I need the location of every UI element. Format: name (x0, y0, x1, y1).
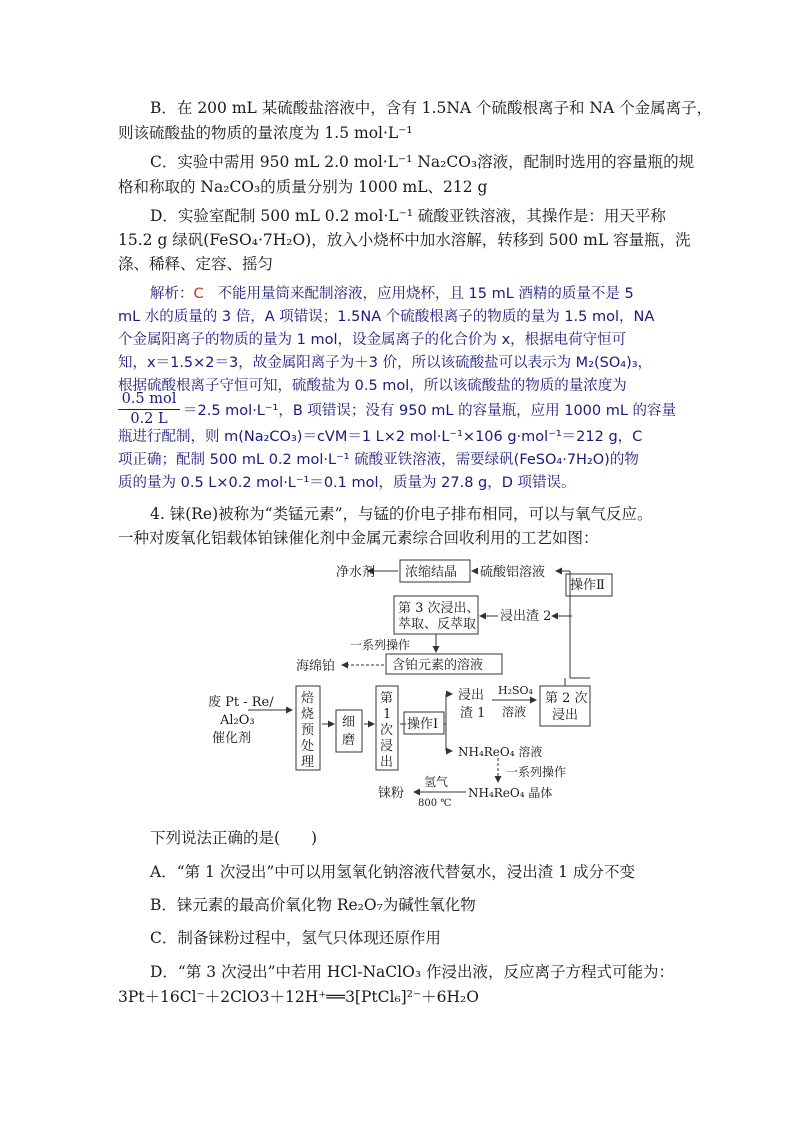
analysis-line6: ＝2.5 mol·L⁻¹，B 项错误；没有 950 mL 的容量瓶，应用 1000 mL 的容量 (183, 403, 677, 419)
analysis-line2: mL 水的质量的 3 倍，A 项错误；1.5NA 个硫酸根离子的物质的量为 1.5 mol，NA (118, 309, 655, 325)
first-leach-char-3: 次 (380, 723, 394, 738)
second-leach-label-1: 第 2 次 (545, 691, 588, 706)
question4-option-b: B．铼元素的最高价氧化物 Re₂O₇为碱性氧化物 (150, 896, 476, 914)
question4-ask: 下列说法正确的是( ) (150, 829, 318, 847)
residue1-label-2: 渣 1 (460, 706, 486, 721)
al-sulfate-label: 硫酸铝溶液 (480, 565, 546, 580)
option-c-line2: 格和称取的 Na₂CO₃的质量分别为 1000 mL、212 g (118, 178, 488, 196)
series-ops-label-1: 一系列操作 (350, 638, 411, 652)
solution-label: 溶液 (502, 705, 527, 719)
analysis-line4: 知，x＝1.5×2＝3，故金属阳离子为＋3 价，所以该硫酸盐可以表示为 M₂(SO₄)₃， (118, 355, 653, 371)
grind-char-1: 细 (342, 715, 356, 730)
series-ops-label-2: 一系列操作 (506, 765, 567, 779)
question4-option-d-line2: 3Pt＋16Cl⁻＋2ClO3＋12H⁺══3[PtCl₆]²⁻＋6H₂O (118, 988, 479, 1006)
feed-label-2: Al₂O₃ (220, 713, 255, 728)
first-leach-char-4: 浸 (380, 739, 394, 754)
roast-char-1: 焙 (301, 691, 315, 706)
analysis-line9: 质的量为 0.5 L×0.2 mol·L⁻¹＝0.1 mol，质量为 27.8 g，D 项错误。 (118, 475, 576, 491)
residue1-label-1: 浸出 (458, 688, 485, 703)
residue2-label: 浸出渣 2 (500, 609, 552, 624)
analysis-line3: 个金属阳离子的物质的量为 1 mol，设金属离子的化合价为 x，根据电荷守恒可 (118, 332, 627, 348)
second-leach-label-2: 浸出 (552, 708, 579, 723)
roast-char-3: 预 (301, 723, 315, 738)
question4-option-c: C．制备铼粉过程中，氢气只体现还原作用 (150, 929, 441, 947)
first-leach-char-2: 1 (383, 707, 392, 722)
analysis-line1 (150, 282, 634, 306)
analysis-text1: 不能用量筒来配制溶液，应用烧杯，且 15 mL 酒精的质量不是 5 (217, 286, 634, 302)
first-leach-char-5: 出 (380, 755, 394, 770)
analysis-line8: 项正确；配制 500 mL 0.2 mol·L⁻¹ 硫酸亚铁溶液，需要绿矾(FeSO₄·7H₂O)的物 (118, 452, 639, 468)
question4-stem-line1: 4. 铼(Re)被称为“类锰元素”，与锰的价电子排布相同，可以与氧气反应。 (150, 505, 653, 523)
re-powder-label: 铼粉 (378, 786, 405, 801)
option-d-line3: 涤、稀释、定容、摇匀 (118, 255, 274, 273)
hydrogen-label: 氢气 (424, 775, 449, 789)
option-c-line1: C．实验中需用 950 mL 2.0 mol·L⁻¹ Na₂CO₃溶液，配制时选用的容量瓶的规 (150, 153, 695, 171)
concentrate-label: 浓缩结晶 (405, 565, 458, 580)
sponge-pt-label: 海绵铂 (296, 659, 336, 674)
analysis-line5: 根据硫酸根离子守恒可知，硫酸盐为 0.5 mol，所以该硫酸盐的物质的量浓度为 (118, 378, 627, 394)
option-d-line2: 15.2 g 绿矾(FeSO₄·7H₂O)，放入小烧杯中加水溶解，转移到 500 mL 容量瓶，洗 (118, 231, 691, 249)
roast-char-5: 理 (301, 755, 315, 770)
fraction-denominator: 0.2 L (118, 409, 180, 429)
process-flowchart (200, 556, 640, 806)
pt-solution-label: 含铂元素的溶液 (392, 658, 484, 673)
feed-label-3: 催化剂 (212, 731, 252, 746)
third-leach-label-1: 第 3 次浸出、 (398, 601, 480, 616)
first-leach-char-1: 第 (380, 691, 394, 706)
roast-char-2: 烧 (301, 707, 315, 722)
option-d-line1: D．实验室配制 500 mL 0.2 mol·L⁻¹ 硫酸亚铁溶液，其操作是：用天平称 (150, 207, 666, 225)
question4-option-a: A．“第 1 次浸出”中可以用氢氧化钠溶液代替氨水，浸出渣 1 成分不变 (150, 863, 635, 881)
answer-letter: C (193, 286, 204, 302)
h2so4-label: H₂SO₄ (498, 684, 533, 697)
question4-stem-line2: 一种对废氧化铝载体铂铼催化剂中金属元素综合回收利用的工艺如图： (118, 529, 599, 547)
water-purifier-label: 净水剂 (336, 565, 376, 580)
option-b-line2: 则该硫酸盐的物质的量浓度为 1.5 mol·L⁻¹ (118, 124, 413, 142)
analysis-line7: 瓶进行配制，则 m(Na₂CO₃)＝cVM＝1 L×2 mol·L⁻¹×106 g·mol⁻¹＝212 g，C (118, 429, 643, 445)
concentration-fraction (118, 390, 180, 429)
nh4reo4-crystal-label: NH₄ReO₄ 晶体 (468, 786, 553, 800)
question4-option-d-line1: D．“第 3 次浸出”中若用 HCl-NaClO₃ 作浸出液，反应离子方程式可能为： (150, 963, 674, 981)
option-b-line1: B．在 200 mL 某硫酸盐溶液中，含有 1.5NA 个硫酸根离子和 NA 个金属离子， (150, 99, 713, 117)
fraction-numerator: 0.5 mol (121, 391, 177, 407)
third-leach-label-2: 萃取、反萃取 (398, 617, 477, 632)
roast-char-4: 处 (301, 739, 315, 754)
grind-char-2: 磨 (342, 733, 356, 748)
nh4reo4-solution-label: NH₄ReO₄ 溶液 (458, 745, 543, 759)
analysis-label: 解析： (150, 286, 194, 302)
temperature-label: 800 ℃ (418, 798, 452, 806)
feed-label-1: 废 Pt - Re/ (208, 695, 274, 710)
op2-label: 操作Ⅱ (570, 578, 605, 593)
op1-label: 操作Ⅰ (407, 717, 439, 732)
